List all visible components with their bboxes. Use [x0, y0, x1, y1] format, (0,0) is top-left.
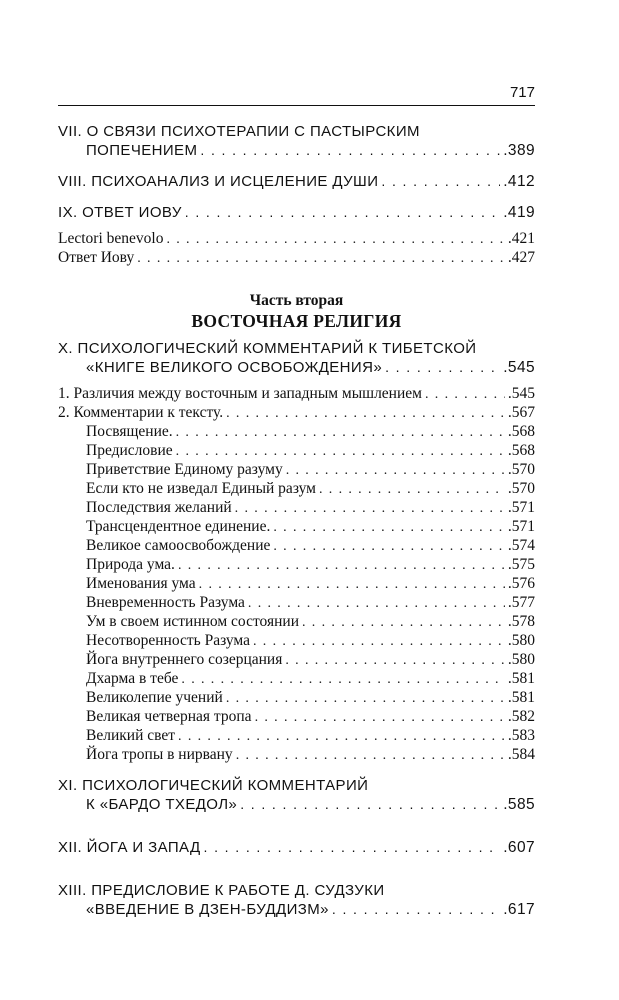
toc-subsection [58, 441, 535, 460]
toc-entry-page: .568 [507, 442, 535, 459]
toc-entry-title: ПОПЕЧЕНИЕМ [86, 142, 198, 159]
leader-dots [273, 537, 505, 556]
toc-entry-title: Великий свет [86, 727, 176, 744]
toc-subsection [58, 517, 535, 536]
toc-entry-page: .576 [507, 575, 535, 592]
toc-subsection [58, 574, 535, 593]
toc-subsection [58, 555, 535, 574]
toc-entry-title: X. ПСИХОЛОГИЧЕСКИЙ КОММЕНТАРИЙ К ТИБЕТСКОЙ [58, 340, 477, 357]
toc-subsection [58, 536, 535, 555]
toc-subsection [58, 745, 535, 764]
leader-dots [248, 594, 505, 613]
toc-entry-title: «КНИГЕ ВЕЛИКОГО ОСВОБОЖДЕНИЯ» [86, 359, 383, 376]
leader-dots [302, 613, 505, 632]
toc-entry-vii [58, 122, 535, 141]
toc-entry-page: .584 [507, 746, 535, 763]
toc-entry-xii [58, 838, 535, 857]
toc-subsection [58, 650, 535, 669]
toc-entry-page: .421 [507, 230, 535, 247]
toc-entry-vii-cont [58, 141, 535, 160]
toc-entry-title: Именования ума [86, 575, 196, 592]
leader-dots [176, 423, 505, 442]
toc-subsection [58, 479, 535, 498]
leader-dots [385, 358, 500, 377]
toc-entry-title: Дхарма в тебе [86, 670, 179, 687]
toc-entry-page: .582 [507, 708, 535, 725]
toc-subsection [58, 631, 535, 650]
leader-dots [236, 746, 505, 765]
toc-entry-page: .607 [503, 839, 535, 856]
leader-dots [176, 442, 505, 461]
toc-subsection [58, 498, 535, 517]
toc-entry-title: VIII. ПСИХОАНАЛИЗ И ИСЦЕЛЕНИЕ ДУШИ [58, 173, 379, 190]
toc-entry-page: .567 [507, 404, 535, 421]
toc-entry-title: Великая четверная тропа [86, 708, 252, 725]
toc-entry-page: .571 [507, 499, 535, 516]
toc-entry-title: Если кто не изведал Единый разум [86, 480, 316, 497]
toc-entry-page: .581 [507, 689, 535, 706]
toc-subsection [58, 726, 535, 745]
toc-entry-viii [58, 172, 535, 191]
toc-subsection [58, 612, 535, 631]
toc-entry-title: Вневременность Разума [86, 594, 245, 611]
toc-entry-title: 2. Комментарии к тексту. [58, 404, 224, 421]
toc-entry-page: .577 [507, 594, 535, 611]
toc-subsection [58, 460, 535, 479]
leader-dots [166, 230, 504, 249]
subsection-list [58, 422, 535, 764]
leader-dots [199, 575, 505, 594]
toc-entry-title: Ответ Иову [58, 249, 135, 266]
leader-dots [381, 172, 500, 191]
toc-entry-title: Последствия желаний [86, 499, 232, 516]
page-number: 717 [509, 84, 535, 101]
toc-entry-page: .568 [507, 423, 535, 440]
toc-entry-title: IX. ОТВЕТ ИОВУ [58, 204, 182, 221]
toc-section-1 [58, 384, 535, 403]
toc-entry-title: Йога внутреннего созерцания [86, 651, 283, 668]
toc-entry-page: .578 [507, 613, 535, 630]
leader-dots [425, 385, 505, 404]
leader-dots [200, 141, 500, 160]
leader-dots [240, 795, 500, 814]
toc-entry-title: Предисловие [86, 442, 173, 459]
toc-entry-page: .580 [507, 632, 535, 649]
leader-dots [253, 632, 505, 651]
toc-entry-title: Lectori benevolo [58, 230, 164, 247]
toc-entry-page: .575 [507, 556, 535, 573]
toc-entry-page: .580 [507, 651, 535, 668]
part-label: Часть вторая [249, 292, 344, 309]
toc-entry-xi [58, 776, 535, 795]
leader-dots [181, 670, 504, 689]
toc-entry-page: .545 [503, 359, 535, 376]
toc-entry-title: 1. Различия между восточным и западным мышлением [58, 385, 422, 402]
toc-entry-title: XII. ЙОГА И ЗАПАД [58, 839, 201, 856]
toc-subsection [58, 707, 535, 726]
toc-entry-lectori [58, 229, 535, 248]
toc-entry-otvet [58, 248, 535, 267]
leader-dots [185, 203, 500, 222]
leader-dots [226, 689, 505, 708]
toc-entry-ix [58, 203, 535, 222]
toc-entry-x [58, 339, 535, 358]
toc-entry-xi-cont [58, 795, 535, 814]
toc-entry-page: .585 [503, 796, 535, 813]
toc-entry-title: Природа ума. [86, 556, 175, 573]
toc-entry-title: XI. ПСИХОЛОГИЧЕСКИЙ КОММЕНТАРИЙ [58, 777, 369, 794]
toc-entry-page: .570 [507, 461, 535, 478]
leader-dots [178, 727, 505, 746]
leader-dots [332, 900, 500, 919]
leader-dots [285, 651, 505, 670]
toc-section-2 [58, 403, 535, 422]
toc-subsection [58, 688, 535, 707]
toc-entry-page: .419 [503, 204, 535, 221]
leader-dots [319, 480, 505, 499]
toc-entry-page: .427 [507, 249, 535, 266]
leader-dots [235, 499, 505, 518]
toc-subsection [58, 669, 535, 688]
toc-entry-xiii [58, 881, 535, 900]
toc-entry-title: Великолепие учений [86, 689, 223, 706]
toc-entry-title: К «БАРДО ТХЕДОЛ» [86, 796, 238, 813]
toc-entry-title: Ум в своем истинном состоянии [86, 613, 299, 630]
toc-entry-title: Посвящение. [86, 423, 173, 440]
leader-dots [255, 708, 505, 727]
toc-entry-title: Несотворенность Разума [86, 632, 250, 649]
toc-entry-title: XIII. ПРЕДИСЛОВИЕ К РАБОТЕ Д. СУДЗУКИ [58, 882, 385, 899]
toc-entry-title: Трансцендентное единение. [86, 518, 271, 535]
toc-subsection [58, 422, 535, 441]
toc-entry-xiii-cont [58, 900, 535, 919]
leader-dots [204, 838, 501, 857]
toc-entry-title: Великое самоосвобождение [86, 537, 271, 554]
toc-entry-title: Приветствие Единому разуму [86, 461, 283, 478]
toc-entry-page: .545 [507, 385, 535, 402]
header-rule [58, 105, 535, 106]
leader-dots [226, 404, 505, 423]
leader-dots [286, 461, 505, 480]
toc-entry-page: .617 [503, 901, 535, 918]
toc-entry-page: .571 [507, 518, 535, 535]
toc-entry-page: .570 [507, 480, 535, 497]
toc-entry-page: .389 [503, 142, 535, 159]
part-title: ВОСТОЧНАЯ РЕЛИГИЯ [191, 311, 402, 331]
leader-dots [178, 556, 505, 575]
leader-dots [137, 249, 505, 268]
toc-entry-page: .412 [503, 173, 535, 190]
toc-entry-page: .583 [507, 727, 535, 744]
toc-entry-page: .574 [507, 537, 535, 554]
toc-entry-title: VII. О СВЯЗИ ПСИХОТЕРАПИИ С ПАСТЫРСКИМ [58, 123, 420, 140]
toc-entry-title: Йога тропы в нирвану [86, 746, 233, 763]
toc-entry-x-cont [58, 358, 535, 377]
toc-entry-title: «ВВЕДЕНИЕ В ДЗЕН-БУДДИЗМ» [86, 901, 329, 918]
leader-dots [273, 518, 505, 537]
table-of-contents [58, 115, 535, 919]
toc-subsection [58, 593, 535, 612]
toc-entry-page: .581 [507, 670, 535, 687]
